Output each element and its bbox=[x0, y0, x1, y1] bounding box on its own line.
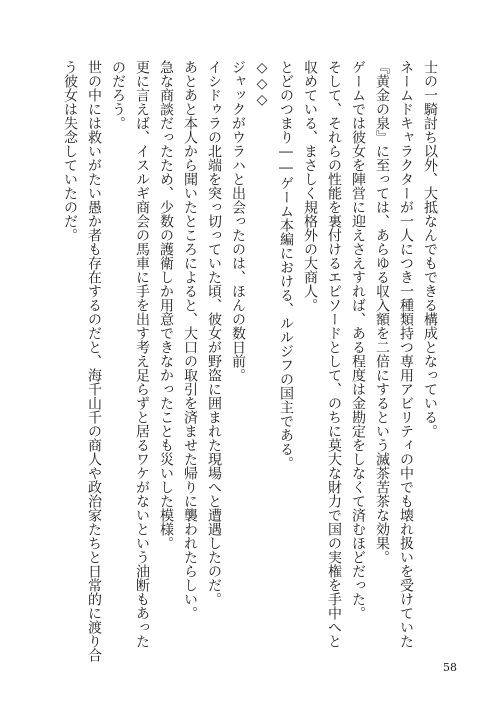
text-line: 世の中には救いがたい愚か者も存在するのだと、海千山千の商人や政治家たちと日常的に渡り合 bbox=[86, 60, 102, 662]
text-line: ゲームでは彼女を陣営に迎えさえすれば、ある程度は金勘定をしなくて済むほどだった。 bbox=[350, 60, 366, 620]
text-line: ネームドキャラクターが一人につき一種類持つ専用アビリティの中でも壊れ扱いを受けていた bbox=[398, 60, 414, 648]
text-line: そして、それらの性能を裏付けるエピソードとして、のちに莫大な財力で国の実権を手中へと bbox=[326, 60, 342, 648]
text-line: う彼女は失念していたのだ。 bbox=[62, 60, 78, 242]
text-line: 士の一騎討ち以外、大抵なんでもできる構成となっている。 bbox=[422, 60, 438, 438]
text-line: ジャックがウラハと出会ったのは、ほんの数日前。 bbox=[230, 60, 246, 382]
text-line: 収めている、まさしく規格外の大商人。 bbox=[302, 60, 318, 312]
text-line: 急な商談だったため、少数の護衛しか用意できなかったことも災いした模様。 bbox=[158, 60, 174, 550]
section-break-ornament: ◇◇◇ bbox=[254, 60, 270, 108]
text-line: イシドゥラの北端を突っ切っていた頃、彼女が野盗に囲まれた現場へと遭遇したのだ。 bbox=[206, 60, 222, 606]
text-line: 『黄金の泉』に至っては、あらゆる収入額を二倍にするという滅茶苦茶な効果。 bbox=[374, 60, 390, 564]
text-line: とどのつまり――ゲーム本編における、ルルジフの国主である。 bbox=[278, 60, 294, 470]
page-number: 58 bbox=[443, 661, 457, 674]
text-line: あとあと本人から聞いたところによると、大口の取引を済ませた帰りに襲われたらしい。 bbox=[182, 60, 198, 620]
vertical-text-body bbox=[58, 60, 442, 662]
text-line: 更に言えば、イスルギ商会の馬車に手を出す考え足らずと居るワケがないという油断もあった bbox=[134, 60, 150, 648]
text-line: のだろう。 bbox=[110, 60, 126, 130]
